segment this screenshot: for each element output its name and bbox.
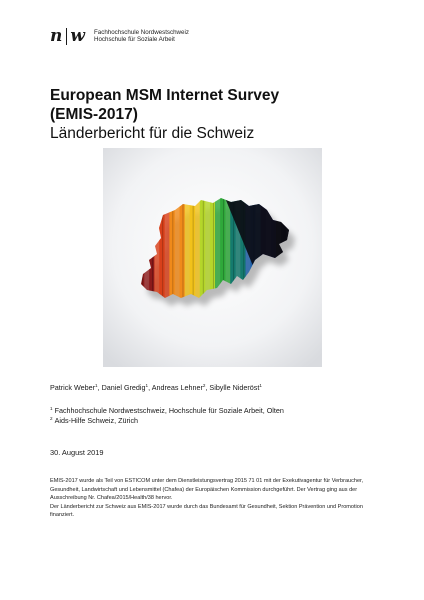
author-list	[50, 383, 262, 393]
map-color-stripe	[190, 193, 195, 303]
affiliation-marker: 2	[50, 416, 53, 421]
map-stripe-line	[183, 193, 184, 303]
logo-divider	[66, 28, 67, 45]
author-separator: ,	[205, 383, 210, 392]
map-stripe-line	[213, 193, 214, 303]
affiliation-item	[50, 416, 284, 426]
author-affiliation-marker: 1	[95, 383, 98, 388]
map-color-stripe	[185, 193, 190, 303]
author-separator: ,	[148, 383, 152, 392]
author-separator: ,	[97, 383, 102, 392]
switzerland-map-svg	[103, 148, 322, 367]
map-color-stripe	[200, 193, 205, 303]
funding-note-2: Der Länderbericht zur Schweiz aus EMIS-2017 wurde durch das Bundesamt für Gesundheit, Sektion Prävention und Promotion finanziert.	[50, 503, 363, 519]
report-date: 30. August 2019	[50, 448, 104, 457]
logo-line-1: Fachhochschule Nordwestschweiz	[94, 28, 189, 36]
affiliation-item	[50, 406, 284, 416]
author-name: Sibylle Nideröst	[209, 383, 260, 392]
logo-institution-text	[94, 29, 189, 44]
map-color-stripe	[205, 193, 210, 303]
logo-mark	[50, 27, 85, 45]
fhnw-logo	[50, 27, 189, 45]
map-color-stripe	[180, 193, 185, 303]
affiliation-marker: 1	[50, 406, 53, 411]
report-title-line-1: European MSM Internet Survey	[50, 87, 280, 104]
affiliation-text: Aids-Hilfe Schweiz, Zürich	[54, 416, 139, 425]
logo-mark-w: w	[70, 26, 86, 46]
funding-note-1: EMIS-2017 wurde als Teil von ESTICOM unter dem Dienstleistungsvertrag 2015 71 01 mit der Exekutivagentur für Verbraucher, Gesundheit, Landwirtschaft und Lebensmittel (Chafea) der Europäischen Kommission durchgeführt. Der Vertrag ging aus der Ausschreibung Nr. Chafea/2015/Health/38 hervor.	[50, 478, 364, 502]
map-stripe-line	[203, 193, 204, 303]
report-title-line-2: (EMIS-2017)	[50, 106, 138, 123]
funding-notes	[50, 477, 376, 520]
title-block	[50, 86, 390, 144]
author-affiliation-marker: 1	[145, 383, 149, 388]
switzerland-map-illustration	[103, 148, 322, 367]
map-color-stripe	[195, 193, 200, 303]
author-affiliation-marker: 1	[259, 383, 262, 388]
affiliation-text: Fachhochschule Nordwestschweiz, Hochschule für Soziale Arbeit, Olten	[54, 406, 284, 415]
author-affiliation-marker: 2	[202, 383, 206, 388]
report-subtitle: Länderbericht für die Schweiz	[50, 125, 255, 142]
author-name: Andreas Lehner	[151, 383, 203, 392]
map-stripe-line	[193, 193, 194, 303]
logo-mark-n: n	[50, 26, 63, 46]
map-color-stripe	[210, 193, 215, 303]
author-name: Daniel Gredig	[101, 383, 146, 392]
author-name: Patrick Weber	[50, 383, 96, 392]
logo-line-2: Hochschule für Soziale Arbeit	[94, 36, 175, 43]
affiliation-list	[50, 406, 284, 426]
